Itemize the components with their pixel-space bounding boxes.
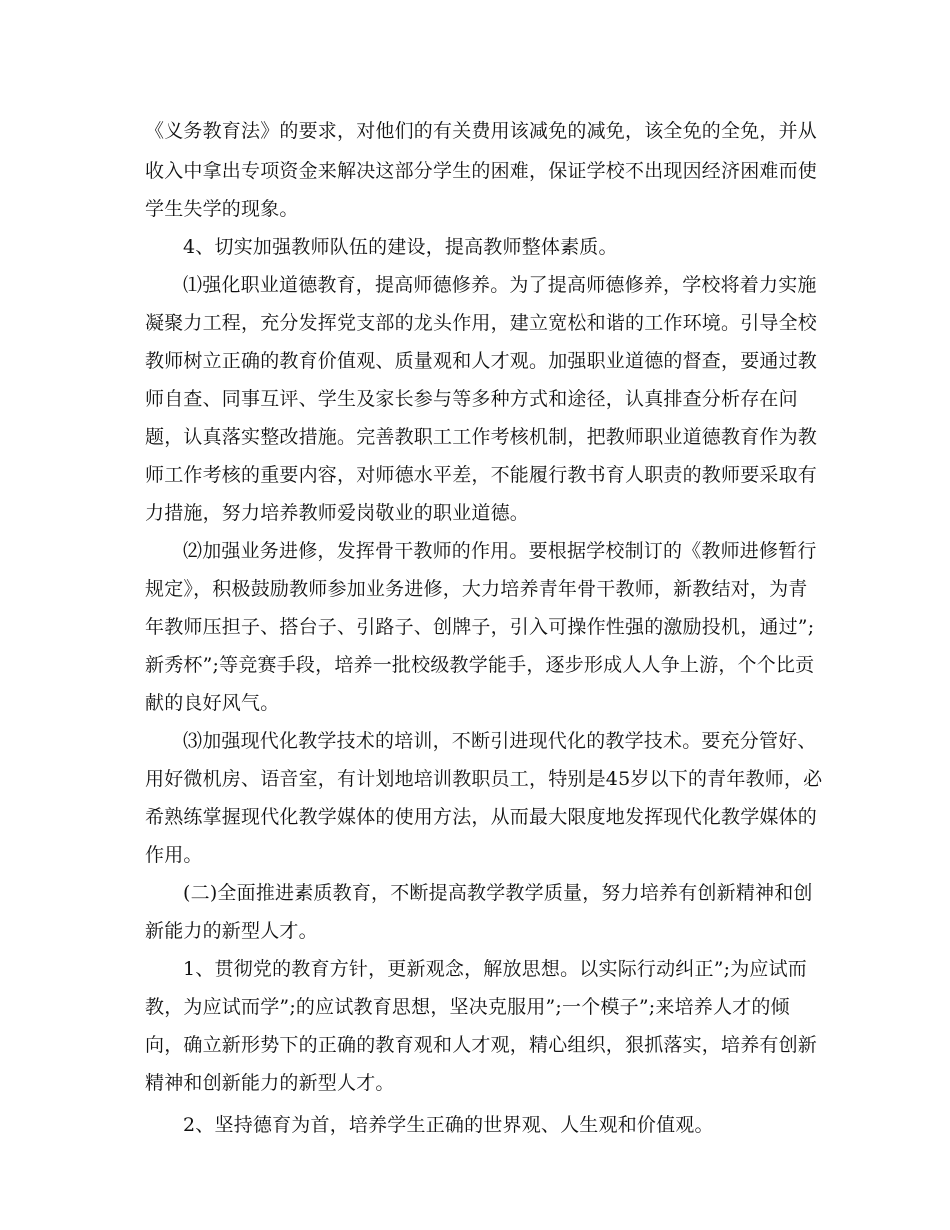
text-line: 凝聚力工程，充分发挥党支部的龙头作用，建立宽松和谐的工作环境。引导全校 xyxy=(145,312,818,334)
text-line: 年教师压担子、搭台子、引路子、创牌子，引入可操作性强的激励投机，通过”; xyxy=(145,616,815,638)
text-line: 用好微机房、语音室，有计划地培训教职员工，特别是45岁以下的青年教师，必 xyxy=(145,768,823,790)
text-line: 精神和创新能力的新型人才。 xyxy=(145,1072,395,1094)
text-line: 师工作考核的重要内容，对师德水平差，不能履行教书育人职责的教师要采取有 xyxy=(145,464,818,486)
text-line: 4、切实加强教师队伍的建设，提高教师整体素质。 xyxy=(183,236,618,258)
text-line: 希熟练掌握现代化教学媒体的使用方法，从而最大限度地发挥现代化教学媒体的 xyxy=(145,806,818,828)
text-line: 学生失学的现象。 xyxy=(145,198,299,220)
text-line: 教师树立正确的教育价值观、质量观和人才观。加强职业道德的督查，要通过教 xyxy=(145,350,818,372)
text-line: 力措施，努力培养教师爱岗敬业的职业道德。 xyxy=(145,502,530,524)
text-line: (二)全面推进素质教育，不断提高教学教学质量，努力培养有创新精神和创 xyxy=(183,882,813,904)
text-line: 新能力的新型人才。 xyxy=(145,920,318,942)
text-line: 新秀杯”;等竞赛手段，培养一批校级教学能手，逐步形成人人争上游，个个比贡 xyxy=(145,654,815,676)
text-line: ⑵加强业务进修，发挥骨干教师的作用。要根据学校制订的《教师进修暂行 xyxy=(183,540,817,562)
text-line: 规定》，积极鼓励教师参加业务进修，大力培养青年骨干教师，新教结对，为青 xyxy=(145,578,808,600)
text-line: 献的良好风气。 xyxy=(145,692,280,714)
text-line: 教，为应试而学”;的应试教育思想，坚决克服用”;一个模子”;来培养人才的倾 xyxy=(145,996,790,1018)
text-line: 《义务教育法》的要求，对他们的有关费用该减免的减免，该全免的全免，并从 xyxy=(145,120,818,142)
text-line: 2、坚持德育为首，培养学生正确的世界观、人生观和价值观。 xyxy=(183,1114,714,1136)
text-line: 1、贯彻党的教育方针，更新观念，解放思想。以实际行动纠正”;为应试而 xyxy=(183,958,808,980)
text-line: 向，确立新形势下的正确的教育观和人才观，精心组织，狠抓落实，培养有创新 xyxy=(145,1034,818,1056)
text-line: 作用。 xyxy=(145,844,203,866)
text-line: ⑶加强现代化教学技术的培训，不断引进现代化的教学技术。要充分管好、 xyxy=(183,730,817,752)
text-line: 题，认真落实整改措施。完善教职工工作考核机制，把教师职业道德教育作为教 xyxy=(145,426,818,448)
text-line: 师自查、同事互评、学生及家长参与等多种方式和途径，认真排查分析存在问 xyxy=(145,388,798,410)
text-line: ⑴强化职业道德教育，提高师德修养。为了提高师德修养，学校将着力实施 xyxy=(183,274,817,296)
text-line: 收入中拿出专项资金来解决这部分学生的困难，保证学校不出现因经济困难而使 xyxy=(145,160,818,182)
